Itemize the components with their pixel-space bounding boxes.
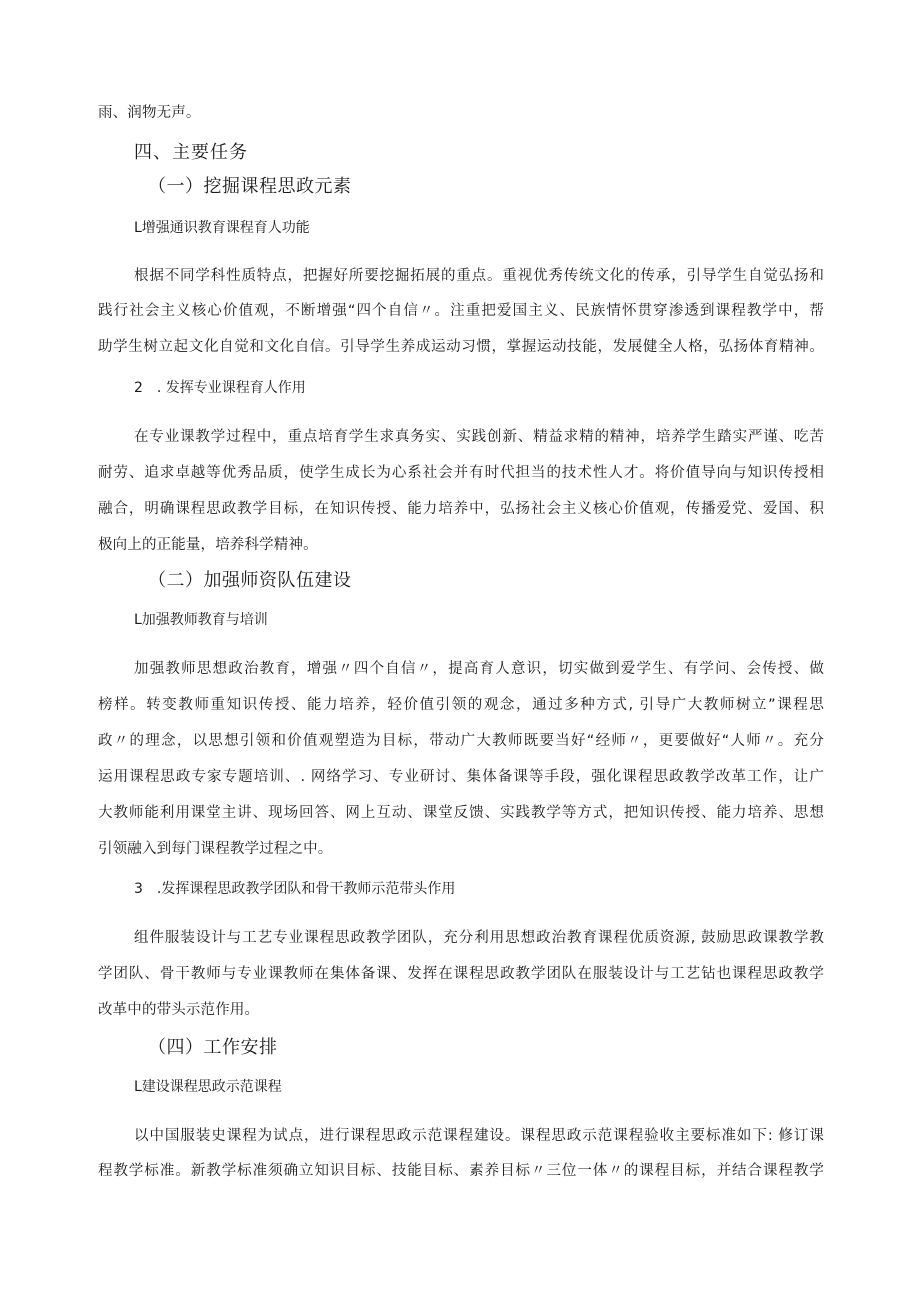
section-four-heading: 四、主要任务 [134, 142, 248, 163]
paragraph-line: 加强教师思想政治教育，增强〃四个自信〃，提高育人意识，切实做到爱学生、有学问、会传授、做 [134, 661, 824, 677]
paragraph-line: 引领融入到每门课程教学过程之中。 [98, 841, 333, 857]
paragraph-line: 根据不同学科性质特点，把握好所要挖掘拓展的重点。重视优秀传统文化的传承，引导学生自觉弘扬和 [134, 268, 824, 284]
paragraph-line: 大教师能利用课堂主讲、现场回答、网上互动、课堂反馈、实践教学等方式，把知识传授、能力培养、思想 [98, 805, 824, 821]
paragraph-line: 学团队、骨干教师与专业课教师在集体备课、发挥在课程思政教学团队在服装设计与工艺钻也课程思政教学 [98, 966, 824, 982]
paragraph-line: 在专业课教学过程中，重点培育学生求真务实、实践创新、精益求精的精神，培养学生踏实严谨、吃苦 [134, 429, 824, 445]
paragraph-line: 运用课程思政专家专题培训、. 网络学习、专业研讨、集体备课等手段，强化课程思政教学改革工作，让广 [98, 769, 824, 785]
subsection-2-heading: （二）加强师资队伍建设 [148, 570, 352, 591]
paragraph-line: 改革中的带头示范作用。 [98, 1002, 260, 1018]
paragraph-line: 榜样。转变教师重知识传授、能力培养，轻价值引领的观念，通过多种方式, 引导广大教师树立”课程思 [98, 697, 824, 713]
paragraph-line: 践行社会主义核心价值观，不断增强“四个自信〃。注重把爱国主义、民族情怀贯穿渗透到课程教学中，帮 [98, 303, 824, 319]
subsection-1-heading: （一）挖掘课程思政元素 [148, 176, 352, 197]
item-1-2-title: 2 . 发挥专业课程育人作用 [134, 380, 306, 396]
paragraph-line: 极向上的正能量，培养科学精神。 [98, 537, 318, 553]
intro-tail-text: 雨、润物无声。 [98, 105, 201, 121]
paragraph-line: 程教学标准。新教学标准须确立知识目标、技能目标、素养目标〃三位一体〃的课程目标，并结合课程教学 [98, 1163, 824, 1179]
paragraph-line: 耐劳、追求卓越等优秀品质，使学生成长为心系社会并有时代担当的技术性人才。将价值导向与知识传授相 [98, 465, 824, 481]
paragraph-line: 以中国服装史课程为试点，进行课程思政示范课程建设。课程思政示范课程验收主要标准如下: 修订课 [134, 1128, 824, 1144]
item-1-1-title: L增强通识教育课程育人功能 [134, 220, 310, 236]
item-4-1-title: L建设课程思政示范课程 [134, 1079, 282, 1095]
item-2-3-title: 3 .发挥课程思政教学团队和骨干教师示范带头作用 [134, 881, 456, 897]
item-2-1-title: L加强教师教育与培训 [134, 612, 268, 628]
subsection-4-heading: （四）工作安排 [148, 1037, 278, 1058]
paragraph-line: 助学生树立起文化自觉和文化自信。引导学生养成运动习惯，掌握运动技能，发展健全人格，弘扬体育精神。 [98, 339, 824, 355]
paragraph-line: 组件服装设计与工艺专业课程思政教学团队，充分利用思想政治教育课程优质资源, 鼓励思政课教学教 [134, 930, 824, 946]
paragraph-line: 政〃的理念，以思想引领和价值观塑造为目标，带动广大教师既要当好“经师〃，更要做好“人师〃。充分 [98, 733, 824, 749]
paragraph-line: 融合，明确课程思政教学目标，在知识传授、能力培养中，弘扬社会主义核心价值观，传播爱党、爱国、积 [98, 501, 824, 517]
